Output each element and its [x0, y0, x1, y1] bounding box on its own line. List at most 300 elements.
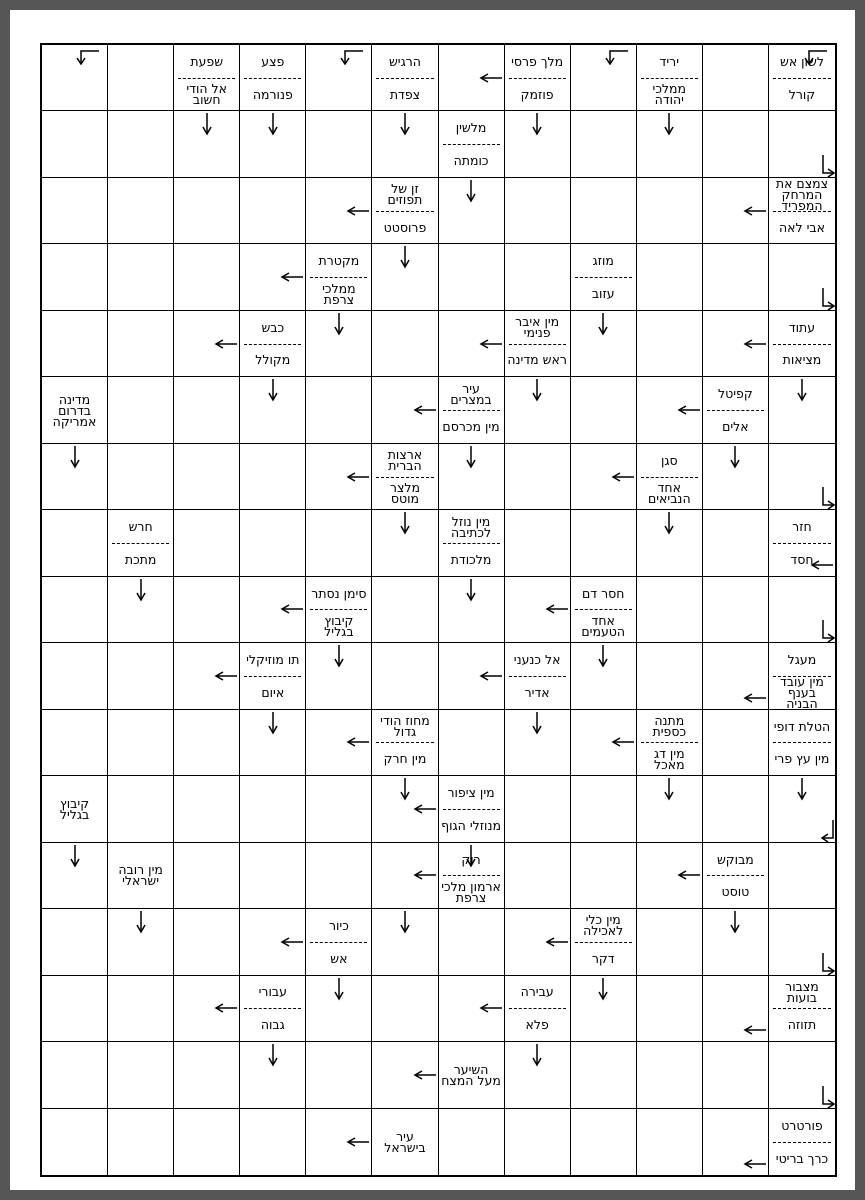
clue-cell: [769, 510, 835, 576]
grid-cell[interactable]: [769, 909, 835, 975]
clue-cell: [571, 45, 637, 111]
clue-text-bottom: עזוב: [591, 286, 615, 301]
grid-cell[interactable]: [174, 976, 240, 1042]
grid-cell[interactable]: [571, 776, 637, 842]
grid-cell[interactable]: [108, 976, 174, 1042]
grid-cell[interactable]: [571, 510, 637, 576]
grid-cell[interactable]: [703, 710, 769, 776]
grid-cell[interactable]: [505, 909, 571, 975]
grid-cell[interactable]: [174, 178, 240, 244]
grid-cell[interactable]: [174, 643, 240, 709]
grid-cell[interactable]: [439, 444, 505, 510]
clue-text-top: עיר במצרים: [450, 380, 492, 407]
grid-cell[interactable]: [372, 976, 438, 1042]
clue-text-top: צמצם את המרחק המפריד: [775, 175, 829, 213]
grid-cell[interactable]: [174, 909, 240, 975]
clue-cell: [703, 377, 769, 443]
grid-cell[interactable]: [372, 843, 438, 909]
clue-direction-arrow-icon: [414, 1070, 436, 1080]
clue-direction-arrow-icon: [202, 113, 212, 135]
grid-cell[interactable]: [703, 909, 769, 975]
clue-cell: [372, 710, 438, 776]
clue-text-top: הטלת דופי: [773, 718, 831, 734]
grid-cell[interactable]: [306, 643, 372, 709]
clue-text-top: מין איבר פנימי: [515, 314, 560, 341]
grid-cell[interactable]: [505, 1109, 571, 1175]
grid-cell[interactable]: [571, 710, 637, 776]
grid-cell[interactable]: [108, 111, 174, 177]
clue-text-bottom: מקולל: [255, 352, 291, 368]
clue-text-top: מוזג: [592, 253, 614, 269]
clue-direction-arrow-icon: [606, 49, 628, 65]
grid-cell[interactable]: [703, 1109, 769, 1175]
grid-cell[interactable]: [174, 710, 240, 776]
clue-cell: [306, 577, 372, 643]
grid-cell[interactable]: [703, 510, 769, 576]
grid-cell[interactable]: [174, 444, 240, 510]
grid-cell[interactable]: [108, 643, 174, 709]
clue-text-bottom: מלכודת: [450, 551, 492, 567]
clue-text-bottom: כומתה: [453, 153, 489, 169]
grid-cell[interactable]: [42, 45, 108, 111]
clue-direction-arrow-icon: [480, 671, 502, 681]
clue-direction-arrow-icon: [334, 313, 344, 335]
clue-cell: [769, 976, 835, 1042]
grid-cell[interactable]: [306, 311, 372, 377]
clue-text-bottom: ארמון מלכי צרפת: [441, 878, 501, 905]
grid-cell[interactable]: [42, 1109, 108, 1175]
clue-direction-arrow-icon: [400, 911, 410, 933]
grid-cell[interactable]: [306, 178, 372, 244]
grid-cell[interactable]: [306, 111, 372, 177]
grid-cell[interactable]: [174, 111, 240, 177]
grid-cell[interactable]: [240, 843, 306, 909]
grid-cell[interactable]: [637, 976, 703, 1042]
grid-cell[interactable]: [769, 244, 835, 310]
grid-cell[interactable]: [42, 244, 108, 310]
clue-direction-arrow-icon: [281, 937, 303, 947]
grid-cell[interactable]: [703, 111, 769, 177]
clue-text-bottom: אש: [330, 950, 348, 966]
clue-cell: [306, 909, 372, 975]
grid-cell[interactable]: [571, 311, 637, 377]
clue-text-top: מחוז הודי גדול: [380, 713, 430, 740]
clue-cell: [108, 510, 174, 576]
grid-cell[interactable]: [372, 643, 438, 709]
clue-text-bottom: תזוזה: [787, 1017, 817, 1033]
clue-direction-arrow-icon: [744, 1025, 766, 1035]
clue-cell: [769, 311, 835, 377]
grid-cell[interactable]: [505, 1042, 571, 1108]
grid-cell[interactable]: [174, 577, 240, 643]
grid-cell[interactable]: [637, 178, 703, 244]
clue-text-top: מלשין: [455, 120, 487, 136]
grid-cell[interactable]: [571, 976, 637, 1042]
clue-direction-arrow-icon: [136, 579, 146, 601]
grid-cell[interactable]: [439, 909, 505, 975]
clue-text: מין רובה ישראלי: [118, 862, 163, 889]
grid-cell[interactable]: [240, 377, 306, 443]
clue-cell: [372, 178, 438, 244]
clue-direction-arrow-icon: [466, 180, 476, 202]
clue-cell: [505, 45, 571, 111]
clue-text-top: מלך פרסי: [511, 53, 564, 69]
clue-direction-arrow-icon: [678, 405, 700, 415]
clue-direction-arrow-icon: [70, 446, 80, 468]
grid-cell[interactable]: [439, 710, 505, 776]
clue-text-top: עבורי: [258, 984, 287, 1000]
clue-direction-arrow-icon: [821, 155, 835, 175]
grid-cell[interactable]: [240, 776, 306, 842]
grid-cell[interactable]: [174, 1109, 240, 1175]
clue-direction-arrow-icon: [466, 579, 476, 601]
grid-cell[interactable]: [108, 909, 174, 975]
clue-direction-arrow-icon: [744, 693, 766, 703]
grid-cell[interactable]: [637, 776, 703, 842]
grid-cell[interactable]: [505, 843, 571, 909]
clue-direction-arrow-icon: [744, 1159, 766, 1169]
clue-direction-arrow-icon: [400, 113, 410, 135]
clue-text: השיער מעל המצח: [441, 1061, 501, 1088]
grid-cell[interactable]: [306, 710, 372, 776]
clue-direction-arrow-icon: [268, 712, 278, 734]
grid-cell[interactable]: [372, 111, 438, 177]
grid-cell[interactable]: [174, 311, 240, 377]
grid-cell[interactable]: [637, 1109, 703, 1175]
grid-cell[interactable]: [439, 643, 505, 709]
clue-text-bottom: ראש מדינה: [507, 352, 567, 368]
clue-text-bottom: קורל: [788, 86, 816, 102]
clue-text-bottom: אלים: [722, 418, 749, 434]
grid-cell[interactable]: [703, 311, 769, 377]
grid-cell[interactable]: [240, 178, 306, 244]
clue-text-bottom: פנורמה: [252, 86, 293, 102]
grid-cell[interactable]: [505, 776, 571, 842]
clue-direction-arrow-icon: [821, 820, 835, 840]
grid-cell[interactable]: [240, 909, 306, 975]
grid-cell[interactable]: [372, 244, 438, 310]
grid-cell[interactable]: [703, 1042, 769, 1108]
clue-direction-arrow-icon: [598, 645, 608, 667]
clue-direction-arrow-icon: [414, 405, 436, 415]
clue-cell: [240, 643, 306, 709]
clue-cell: [372, 45, 438, 111]
grid-cell[interactable]: [306, 843, 372, 909]
grid-cell[interactable]: [637, 311, 703, 377]
grid-cell[interactable]: [571, 444, 637, 510]
grid-cell[interactable]: [42, 643, 108, 709]
grid-cell[interactable]: [240, 577, 306, 643]
clue-text-top: מין ציפור: [447, 785, 495, 801]
grid-cell[interactable]: [240, 111, 306, 177]
clue-direction-arrow-icon: [347, 1137, 369, 1147]
clue-cell: [42, 377, 108, 443]
clue-text-top: מבוקש: [716, 851, 754, 867]
clue-text-bottom: מתכת: [124, 551, 157, 567]
clue-direction-arrow-icon: [821, 288, 835, 308]
clue-direction-arrow-icon: [480, 73, 502, 83]
grid-cell[interactable]: [505, 710, 571, 776]
clue-text-top: חזר: [792, 519, 812, 535]
grid-cell[interactable]: [703, 643, 769, 709]
clue-cell: [306, 45, 372, 111]
grid-cell[interactable]: [108, 244, 174, 310]
grid-cell[interactable]: [174, 244, 240, 310]
clue-text-top: תו מוזיקלי: [246, 652, 300, 668]
clue-direction-arrow-icon: [347, 206, 369, 216]
clue-cell: [769, 45, 835, 111]
clue-text-top: פורטרט: [781, 1117, 823, 1133]
grid-cell[interactable]: [174, 510, 240, 576]
clue-direction-arrow-icon: [334, 645, 344, 667]
clue-text-top: מתנה כספית: [652, 713, 687, 740]
grid-cell[interactable]: [439, 976, 505, 1042]
grid-cell[interactable]: [42, 1042, 108, 1108]
clue-text-bottom: טוסט: [721, 884, 750, 900]
clue-cell: [637, 444, 703, 510]
clue-cell: [439, 776, 505, 842]
clue-direction-arrow-icon: [805, 49, 827, 65]
grid-cell[interactable]: [108, 377, 174, 443]
grid-cell[interactable]: [306, 976, 372, 1042]
clue-text-top: מין נוזל לכתיבה: [450, 513, 492, 540]
grid-cell[interactable]: [439, 1109, 505, 1175]
grid-cell[interactable]: [637, 1042, 703, 1108]
grid-cell[interactable]: [769, 843, 835, 909]
grid-cell[interactable]: [571, 1109, 637, 1175]
grid-cell[interactable]: [306, 444, 372, 510]
clue-text: מדינה בדרום אמריקה: [52, 391, 97, 429]
grid-cell[interactable]: [42, 311, 108, 377]
clue-cell: [174, 45, 240, 111]
grid-cell[interactable]: [769, 444, 835, 510]
clue-direction-arrow-icon: [268, 379, 278, 401]
clue-text-bottom: גבוה: [260, 1017, 285, 1033]
clue-text-bottom: אל הודי חשוב: [186, 81, 228, 108]
clue-text-top: רוק: [461, 851, 481, 867]
grid-cell[interactable]: [439, 178, 505, 244]
clue-direction-arrow-icon: [532, 1044, 542, 1066]
clue-direction-arrow-icon: [136, 911, 146, 933]
grid-cell[interactable]: [372, 776, 438, 842]
grid-cell[interactable]: [637, 244, 703, 310]
grid-cell[interactable]: [703, 244, 769, 310]
grid-cell[interactable]: [637, 377, 703, 443]
grid-cell[interactable]: [42, 111, 108, 177]
grid-cell[interactable]: [439, 311, 505, 377]
grid-cell[interactable]: [108, 710, 174, 776]
grid-cell[interactable]: [505, 377, 571, 443]
clue-direction-arrow-icon: [347, 472, 369, 482]
clue-text-bottom: איום: [261, 684, 285, 700]
grid-cell[interactable]: [571, 111, 637, 177]
grid-cell[interactable]: [108, 1042, 174, 1108]
clue-cell: [42, 776, 108, 842]
clue-text-top: כבש: [261, 319, 285, 335]
grid-cell[interactable]: [240, 710, 306, 776]
clue-text-top: חרש: [128, 519, 153, 535]
grid-cell[interactable]: [372, 377, 438, 443]
grid-cell[interactable]: [108, 444, 174, 510]
clue-text-bottom: קיבוץ בגליל: [324, 612, 354, 639]
grid-cell[interactable]: [703, 178, 769, 244]
clue-text-bottom: מציאות: [782, 352, 822, 368]
grid-cell[interactable]: [240, 244, 306, 310]
clue-direction-arrow-icon: [730, 911, 740, 933]
grid-cell[interactable]: [306, 377, 372, 443]
clue-text-bottom: פוזמק: [520, 86, 554, 102]
clue-text-top: יריד: [659, 53, 680, 69]
grid-cell[interactable]: [372, 1042, 438, 1108]
clue-direction-arrow-icon: [546, 604, 568, 614]
clue-text-bottom: ממלכי צרפת: [322, 280, 356, 307]
grid-cell[interactable]: [637, 510, 703, 576]
grid-cell[interactable]: [372, 510, 438, 576]
clue-cell: [703, 843, 769, 909]
clue-cell: [372, 444, 438, 510]
grid-cell[interactable]: [505, 111, 571, 177]
grid-cell[interactable]: [240, 510, 306, 576]
grid-cell[interactable]: [637, 643, 703, 709]
clue-text: עיר בישראל: [384, 1128, 426, 1155]
grid-cell[interactable]: [306, 510, 372, 576]
clue-direction-arrow-icon: [268, 113, 278, 135]
grid-cell[interactable]: [571, 178, 637, 244]
grid-cell[interactable]: [42, 577, 108, 643]
grid-cell[interactable]: [108, 178, 174, 244]
grid-cell[interactable]: [240, 1042, 306, 1108]
grid-cell[interactable]: [439, 244, 505, 310]
puzzle-page: [10, 10, 855, 1190]
clue-text-bottom: אדיר: [524, 684, 550, 700]
grid-cell[interactable]: [174, 377, 240, 443]
grid-cell[interactable]: [769, 1042, 835, 1108]
grid-cell[interactable]: [571, 843, 637, 909]
clue-direction-arrow-icon: [281, 272, 303, 282]
grid-cell[interactable]: [637, 111, 703, 177]
clue-cell: [306, 244, 372, 310]
grid-cell[interactable]: [637, 909, 703, 975]
clue-direction-arrow-icon: [532, 379, 542, 401]
grid-cell[interactable]: [769, 577, 835, 643]
grid-cell[interactable]: [372, 311, 438, 377]
clue-text-bottom: כרך בריטי: [775, 1150, 829, 1166]
grid-cell[interactable]: [42, 976, 108, 1042]
grid-cell[interactable]: [42, 444, 108, 510]
clue-cell: [769, 643, 835, 709]
clue-cell: [769, 710, 835, 776]
clue-cell: [439, 377, 505, 443]
grid-cell[interactable]: [505, 577, 571, 643]
clue-text: קיבוץ בגליל: [59, 795, 90, 822]
clue-direction-arrow-icon: [678, 870, 700, 880]
grid-cell[interactable]: [42, 178, 108, 244]
clue-text-bottom: אבי לאה: [778, 219, 825, 235]
clue-direction-arrow-icon: [598, 313, 608, 335]
grid-cell[interactable]: [703, 776, 769, 842]
grid-cell[interactable]: [306, 776, 372, 842]
grid-cell[interactable]: [703, 577, 769, 643]
grid-cell[interactable]: [703, 444, 769, 510]
clue-direction-arrow-icon: [215, 1003, 237, 1013]
grid-cell[interactable]: [240, 444, 306, 510]
clue-direction-arrow-icon: [664, 113, 674, 135]
grid-cell[interactable]: [42, 510, 108, 576]
clue-cell: [240, 976, 306, 1042]
clue-text-bottom: ממלכי יהודה: [652, 81, 687, 108]
clue-cell: [439, 510, 505, 576]
grid-cell[interactable]: [769, 377, 835, 443]
clue-direction-arrow-icon: [334, 978, 344, 1000]
grid-cell[interactable]: [505, 178, 571, 244]
grid-cell[interactable]: [174, 1042, 240, 1108]
clue-text-top: ארצות הברית: [387, 447, 423, 474]
grid-cell[interactable]: [571, 643, 637, 709]
clue-text-bottom: אחד הנביאים: [647, 479, 691, 506]
clue-direction-arrow-icon: [612, 737, 634, 747]
grid-cell[interactable]: [637, 577, 703, 643]
clue-text-bottom: אחד הטעמים: [581, 612, 626, 639]
grid-cell[interactable]: [703, 976, 769, 1042]
clue-text-bottom: מין עץ פרי: [774, 751, 830, 767]
grid-cell[interactable]: [174, 776, 240, 842]
grid-cell[interactable]: [306, 1042, 372, 1108]
clue-direction-arrow-icon: [341, 49, 363, 65]
grid-cell[interactable]: [571, 377, 637, 443]
grid-cell[interactable]: [505, 444, 571, 510]
clue-direction-arrow-icon: [268, 1044, 278, 1066]
grid-cell[interactable]: [108, 311, 174, 377]
grid-cell[interactable]: [240, 1109, 306, 1175]
grid-cell[interactable]: [505, 244, 571, 310]
grid-cell[interactable]: [637, 843, 703, 909]
grid-cell[interactable]: [42, 843, 108, 909]
clue-text-top: אל כנעני: [513, 652, 561, 668]
grid-cell[interactable]: [42, 909, 108, 975]
clue-direction-arrow-icon: [466, 446, 476, 468]
clue-direction-arrow-icon: [612, 472, 634, 482]
grid-cell[interactable]: [108, 776, 174, 842]
clue-text-top: זן של תפוזים: [387, 181, 423, 208]
grid-cell[interactable]: [769, 776, 835, 842]
clue-direction-arrow-icon: [546, 937, 568, 947]
clue-text-top: לשון אש: [779, 53, 824, 69]
grid-cell[interactable]: [505, 510, 571, 576]
clue-text-bottom: מין עובד בענף הבניה: [779, 673, 824, 711]
grid-cell[interactable]: [42, 710, 108, 776]
clue-cell: [240, 311, 306, 377]
clue-text-bottom: דקר: [591, 950, 615, 966]
grid-cell[interactable]: [108, 1109, 174, 1175]
grid-cell[interactable]: [108, 577, 174, 643]
grid-cell[interactable]: [372, 577, 438, 643]
grid-cell[interactable]: [372, 909, 438, 975]
grid-cell[interactable]: [571, 1042, 637, 1108]
clue-direction-arrow-icon: [466, 845, 476, 867]
clue-cell: [637, 45, 703, 111]
clue-direction-arrow-icon: [664, 778, 674, 800]
clue-cell: [439, 111, 505, 177]
clue-text-top: שפעת: [190, 53, 224, 69]
clue-text-top: הרגיש: [388, 53, 421, 69]
clue-direction-arrow-icon: [532, 113, 542, 135]
grid-cell[interactable]: [306, 1109, 372, 1175]
clue-direction-arrow-icon: [400, 778, 410, 800]
grid-cell[interactable]: [439, 577, 505, 643]
grid-cell[interactable]: [174, 843, 240, 909]
grid-cell[interactable]: [769, 111, 835, 177]
clue-direction-arrow-icon: [281, 604, 303, 614]
